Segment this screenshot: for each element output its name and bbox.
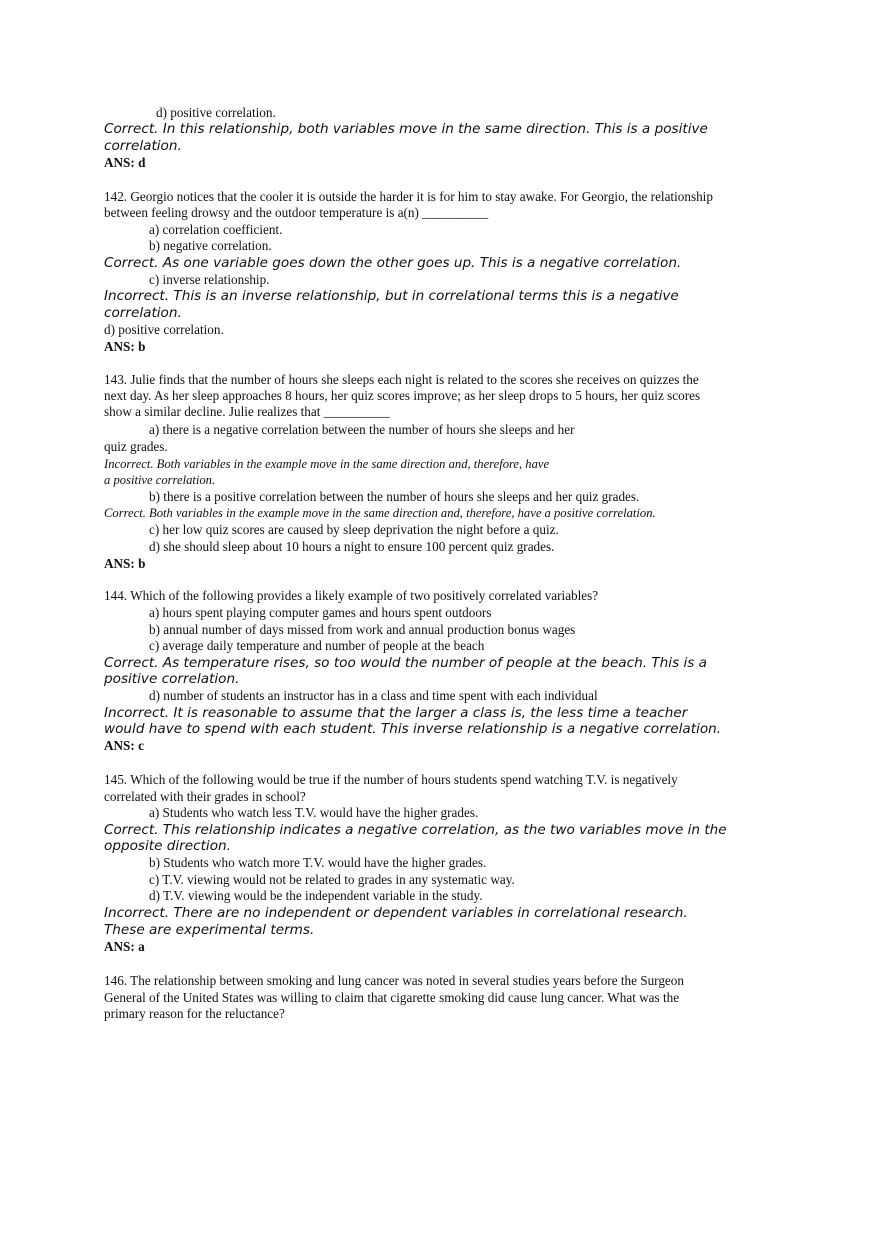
option-text: c) inverse relationship. bbox=[149, 272, 270, 287]
feedback-correct: correlation. bbox=[104, 138, 182, 154]
feedback-correct: positive correlation. bbox=[104, 671, 240, 687]
option-text: d) she should sleep about 10 hours a night to ensure 100 percent quiz grades. bbox=[149, 539, 555, 554]
feedback-incorrect: Incorrect. It is reasonable to assume that the larger a class is, the less time a teacher bbox=[104, 705, 688, 721]
feedback-incorrect: correlation. bbox=[104, 305, 182, 321]
question-text: primary reason for the reluctance? bbox=[104, 1006, 285, 1021]
option-text: a) correlation coefficient. bbox=[149, 222, 283, 237]
feedback-incorrect: Incorrect. This is an inverse relationship, but in correlational terms this is a negative bbox=[104, 288, 679, 304]
option-text: b) negative correlation. bbox=[149, 238, 272, 253]
option-text: d) positive correlation. bbox=[156, 105, 276, 120]
feedback-incorrect: a positive correlation. bbox=[104, 473, 216, 487]
feedback-incorrect: Incorrect. Both variables in the example move in the same direction and, therefore, have bbox=[104, 457, 550, 471]
feedback-correct: Correct. As one variable goes down the other goes up. This is a negative correlation. bbox=[104, 255, 682, 271]
feedback-correct: Correct. Both variables in the example move in the same direction and, therefore, have a positive correlation. bbox=[104, 506, 656, 520]
option-text: a) there is a negative correlation between the number of hours she sleeps and her bbox=[149, 422, 575, 437]
question-text: 144. Which of the following provides a likely example of two positively correlated variables? bbox=[104, 588, 599, 603]
question-text: correlated with their grades in school? bbox=[104, 789, 306, 804]
feedback-correct: Correct. In this relationship, both variables move in the same direction. This is a positive bbox=[104, 121, 708, 137]
option-text: b) there is a positive correlation between the number of hours she sleeps and her quiz grades. bbox=[149, 489, 640, 504]
question-text: 145. Which of the following would be true if the number of hours students spend watching T.V. is negatively bbox=[104, 772, 678, 787]
option-text: d) positive correlation. bbox=[104, 322, 224, 337]
answer-key: ANS: d bbox=[104, 155, 146, 170]
question-text: next day. As her sleep approaches 8 hours, her quiz scores improve; as her sleep drops to 5 hours, her quiz scores bbox=[104, 388, 701, 403]
feedback-correct: Correct. As temperature rises, so too would the number of people at the beach. This is a bbox=[104, 655, 707, 671]
question-text: General of the United States was willing to claim that cigarette smoking did cause lung cancer. What was the bbox=[104, 990, 680, 1005]
option-text: quiz grades. bbox=[104, 439, 168, 454]
question-text: between feeling drowsy and the outdoor temperature is a(n) __________ bbox=[104, 205, 489, 220]
question-text: show a similar decline. Julie realizes that __________ bbox=[104, 404, 390, 419]
feedback-incorrect: These are experimental terms. bbox=[104, 922, 315, 938]
answer-key: ANS: a bbox=[104, 939, 145, 954]
option-text: a) Students who watch less T.V. would have the higher grades. bbox=[149, 805, 479, 820]
feedback-correct: opposite direction. bbox=[104, 838, 231, 854]
answer-key: ANS: b bbox=[104, 556, 146, 571]
answer-key: ANS: c bbox=[104, 738, 144, 753]
option-text: c) her low quiz scores are caused by sleep deprivation the night before a quiz. bbox=[149, 522, 559, 537]
question-text: 146. The relationship between smoking and lung cancer was noted in several studies years before the Surgeon bbox=[104, 973, 684, 988]
question-text: 142. Georgio notices that the cooler it is outside the harder it is for him to stay awake. For Georgio, the relationship bbox=[104, 189, 713, 204]
option-text: a) hours spent playing computer games and hours spent outdoors bbox=[149, 605, 492, 620]
option-text: b) Students who watch more T.V. would have the higher grades. bbox=[149, 855, 487, 870]
question-text: 143. Julie finds that the number of hours she sleeps each night is related to the scores she receives on quizzes the bbox=[104, 372, 699, 387]
option-text: b) annual number of days missed from work and annual production bonus wages bbox=[149, 622, 576, 637]
option-text: d) T.V. viewing would be the independent variable in the study. bbox=[149, 888, 483, 903]
answer-key: ANS: b bbox=[104, 339, 146, 354]
feedback-incorrect: Incorrect. There are no independent or dependent variables in correlational research. bbox=[104, 905, 688, 921]
feedback-incorrect: would have to spend with each student. This inverse relationship is a negative correlation. bbox=[104, 721, 722, 737]
feedback-correct: Correct. This relationship indicates a negative correlation, as the two variables move in the bbox=[104, 822, 727, 838]
option-text: c) T.V. viewing would not be related to grades in any systematic way. bbox=[149, 872, 515, 887]
option-text: c) average daily temperature and number of people at the beach bbox=[149, 638, 485, 653]
option-text: d) number of students an instructor has in a class and time spent with each individual bbox=[149, 688, 598, 703]
